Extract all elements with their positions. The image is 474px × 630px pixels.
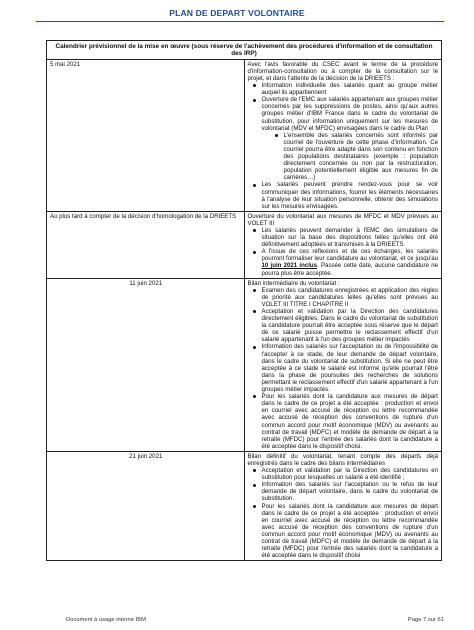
list-item bbox=[262, 96, 439, 181]
list-item: Information des salariés sur l'acceptation ou le refus de leur demande de départ volontaire, dans le cadre du volontariat de substitution. bbox=[261, 481, 438, 503]
list-item bbox=[262, 248, 439, 276]
page-title: PLAN DE DEPART VOLONTAIRE bbox=[169, 8, 305, 18]
row-date: 11 juin 2021 bbox=[47, 278, 245, 451]
table-header-row bbox=[47, 41, 442, 60]
row-content bbox=[244, 278, 442, 451]
deadline-date: 10 juin 2021 inclus bbox=[261, 262, 318, 270]
row-intro: Ouverture du volontariat aux mesures de MFDC et MDV prévues au VOLET III bbox=[247, 212, 438, 227]
row-date: Au plus tard à compter de la décision d'homologation de la DRIEETS bbox=[47, 211, 245, 278]
sub-bullet-list bbox=[262, 132, 439, 182]
footer-page-number: Page 7 sur 61 bbox=[407, 617, 444, 623]
bullet-list bbox=[248, 82, 439, 210]
sub-list-item: L'ensemble des salariés concernés sont informés par courriel de l'ouverture de cette phase d'information. Ce courriel pourra être adapté dans son contenu en fonction des populations destinataires (exemple : population directement concernée ou non par la restructuration, population potentiellement éligible aux mesures fin de carrières…) bbox=[283, 131, 438, 182]
list-item-text: A l'issue de ces réflexions et de ces échanges, les salariés pourront formaliser leur candidature au volontariat, et ce jusqu'au bbox=[261, 248, 438, 263]
list-item: Les salariés peuvent demander à l'EMC des simulations de situation sur la base des dispositions telles qu'elles ont été définitivement adoptées et transmises à la DRIEETS. bbox=[261, 226, 438, 249]
list-item: Pour les salariés dont la candidature aux mesures de départ dans le cadre de ce projet a été acceptée : production et envoi en courriel avec accusé de réception ou lettre recommandée avec accusé de réception des conventions de rupture d'un commun accord pour motif économique (MDV) ou avenants au contrat de travail (MDFC) et modèle de demande de départ à la retraite (MFDC) pour l'entrée des salariés dont la candidature a été acceptée dans le dispositif choisi bbox=[261, 502, 438, 560]
table-row bbox=[47, 451, 442, 560]
title-divider bbox=[36, 21, 444, 22]
row-intro: Bilan définitif du volontariat, tenant compte des départs déjà enregistrés dans le cadre des bilans intermédiaires bbox=[247, 452, 438, 467]
table-row bbox=[47, 278, 442, 451]
list-item: Information des salariés sur l'acceptation ou de l'impossibilité de l'accepter à ce stade, de leur demande de départ volontaire, dans le cadre du volontariat de substitution. Si elle ne peut être acceptée à ce stade le salarié est informé qu'elle pourrait l'être dans la phase de poursuites des recherches de solutions permettant le reclassement effectif d'un salarié appartenant à l'un groupes métier impactés. bbox=[261, 343, 438, 394]
footer-document-label: Document à usage interne IBM bbox=[66, 617, 146, 623]
schedule-table bbox=[46, 40, 442, 561]
table-heading: Calendrier prévisionnel de la mise en œuvre (sous réserve de l'achèvement des procédures d'information et de consultation des IRP) bbox=[47, 41, 442, 60]
row-intro: Avec l'avis favorable du CSEC avant le terme de la procédure d'information-consultation ou à compter de la consultation sur le projet, et dans l'attente de la décision de la DRIEETS : bbox=[247, 60, 438, 82]
bullet-list bbox=[248, 287, 439, 450]
row-content bbox=[244, 59, 442, 211]
list-item: Acceptation et validation par la Direction des candidatures directement éligibles. Dans le cadre du volontariat de substitution la candidature pourrait être acceptée sous réserve que le départ de ce salarié puisse permettre le reclassement effectif d'un salarié appartenant à l'un des groupes métier impactés bbox=[261, 308, 438, 344]
bullet-list bbox=[248, 227, 439, 277]
row-content bbox=[244, 211, 442, 278]
list-item: Acceptation et validation par la Direction des candidatures en substitution pour lesquelles un salarié a été identifié ; bbox=[261, 467, 438, 482]
list-item: Pour les salariés dont la candidature aux mesures de départ dans le cadre de ce projet a été acceptée : production et envoi en courriel avec accusé de réception ou lettre recommandée avec accusé de réception des conventions de rupture d'un commun accord pour motif économique (MDV) ou avenants au contrat de travail (MDFC) et modèle de demande de départ à la retraite (MFDC) pour l'entrée des salariés dont la candidature a été acceptée dans le dispositif choisi. bbox=[261, 393, 438, 450]
table-row bbox=[47, 211, 442, 278]
row-content bbox=[244, 451, 442, 560]
table-row bbox=[47, 59, 442, 211]
row-date: 21 juin 2021 bbox=[47, 451, 245, 560]
list-item-text: Ouverture de l'EMC aux salariés appartenant aux groupes métier concernés par les suppressions de postes, ainsi qu'aux autres groupes métier d'IBM France dans le cadre du volontariat de substitution, pour information uniquement sur les mesures de volontariat (MDV et MFDC) envisagées dans le cadre du Plan bbox=[261, 96, 438, 132]
row-intro: Bilan intermédiaire du volontariat : bbox=[247, 279, 340, 287]
list-item-text-end: . Passée cette date, aucune candidature ne pourra plus être acceptée. bbox=[261, 262, 438, 277]
bullet-list bbox=[248, 467, 439, 559]
row-date: 5 mai 2021 bbox=[47, 59, 245, 211]
list-item: Information individuelle des salariés quant au groupe métier auquel ils appartiennent bbox=[261, 82, 438, 97]
list-item: Les salariés peuvent prendre rendez-vous pour se voir communiquer des informations, fournir les éléments nécessaires à l'analyse de leur situation personnelle, obtenir des simulations sur les mesures envisagées. bbox=[261, 181, 438, 210]
list-item: Examen des candidatures enregistrées et application des règles de priorité aux candidatures telles qu'elles sont prévues au VOLET III TITRE I CHAPITRE II bbox=[261, 286, 438, 308]
